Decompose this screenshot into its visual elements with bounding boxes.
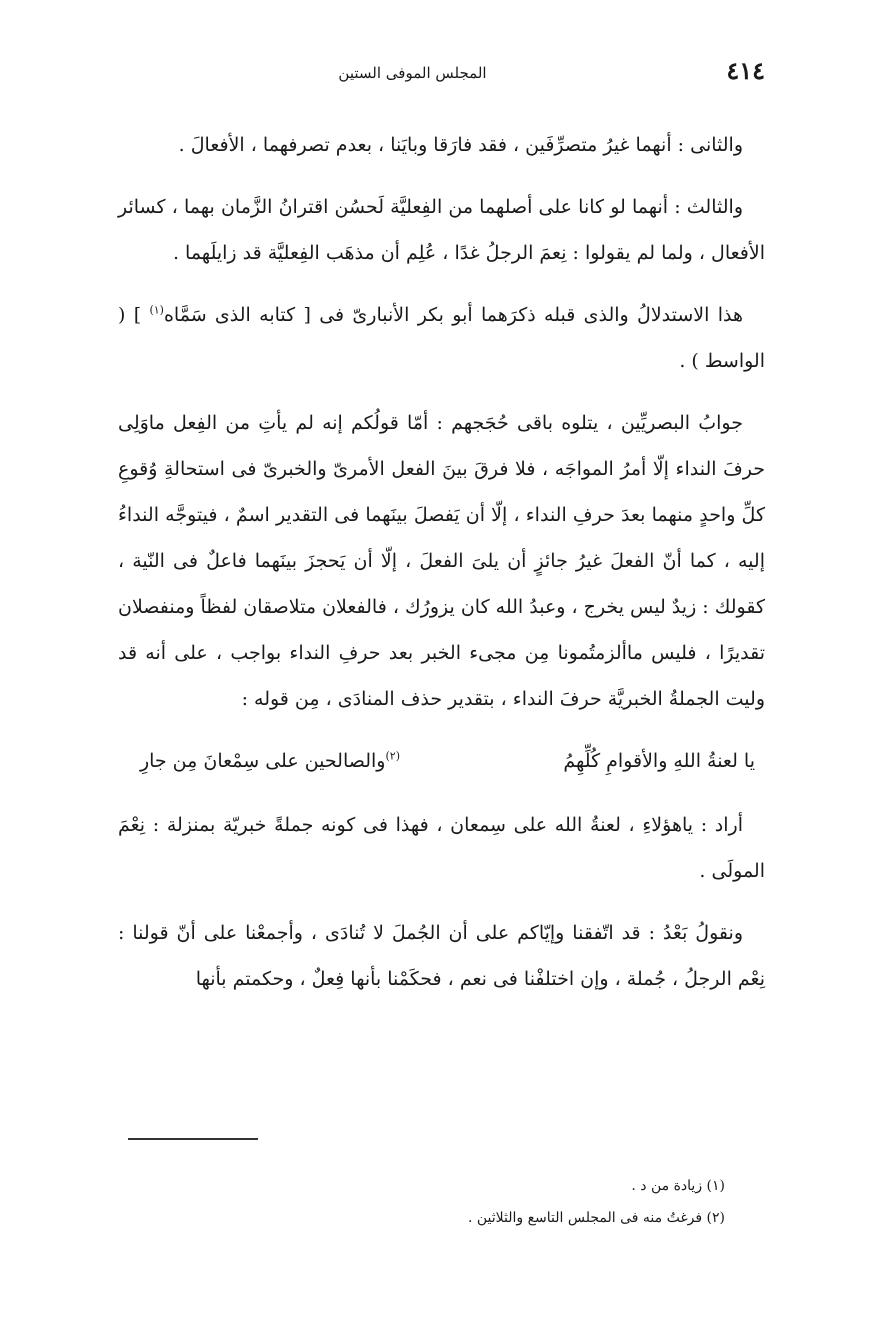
- paragraph: والثانى : أنهما غيرُ متصرِّفَين ، فقد فارَقا وبايَنا ، بعدم تصرفهما ، الأفعالَ .: [178, 134, 743, 156]
- verse-hemistich-second: [140, 738, 400, 784]
- footnote: (٢) فرغتُ منه فى المجلس التاسع والثلاثين .: [467, 1210, 725, 1226]
- paragraph-text: هذا الاستدلالُ والذى قبله ذكرَهما أبو بكر الأنبارىّ فى [ كتابه الذى سَمَّاه: [163, 304, 743, 326]
- page-header: [60, 56, 765, 90]
- footnotes: [200, 1170, 725, 1234]
- running-title: المجلس الموفى الستين: [338, 64, 487, 82]
- page-number: ٤١٤: [726, 56, 765, 85]
- footnote-reference: (١): [149, 303, 164, 317]
- paragraph-text: ] ( الواسط ) .: [118, 304, 765, 372]
- paragraph: جوابُ البصريِّين ، يتلوه باقى حُجَجهم : أمّا قولُكم إنه لم يأتِ من الفِعل ماوَلِى حرفَ النداء إلّا أمرُ المواجَه ، فلا فرقَ بينَ الفعل الأمرىّ والخبرىّ فى استحالةِ وُقوعِ كلِّ واحدٍ منهما بعدَ حرفِ النداء ، إلّا أن يَفصلَ بينَهما فى التقدير اسمٌ ، فيتوجَّه النداءُ إليه ، كما أنّ الفعلَ غيرُ جائزٍ أن يلىَ الفعلَ ، إلّا أن يَحجزَ بينَهما فاعلٌ فى النّية ، كقولك : زيدٌ ليس يخرج ، وعبدُ الله كان يزورُك ، فالفعلان متلاصقان لفظاً ومنفصلان تقديرًا ، فليس ماألزمتُمونا مِن مجىء الخبر بعد حرفِ النداء بواجب ، على أنه قد وليت الجملةُ الخبريَّة حرفَ النداء ، بتقدير حذف المنادَى ، مِن قوله :: [117, 412, 765, 710]
- main-text: [118, 122, 765, 1018]
- verse-hemistich-first: يا لعنةُ اللهِ والأقوامِ كُلِّهِمُ: [563, 750, 755, 772]
- poetry-verse: [118, 738, 765, 784]
- verse-hemistich-text: والصالحين على سِمْعانَ مِن جارِ: [139, 750, 386, 772]
- footnote: (١) زيادة من د .: [631, 1178, 725, 1194]
- paragraph: أراد : ياهؤلاءِ ، لعنةُ الله على سِمعان ، فهذا فى كونه جملةً خبريّة بمنزلة : نِعْمَ المولَى .: [118, 814, 765, 882]
- paragraph: والثالث : أنهما لو كانا على أصلهما من الفِعليَّة لَحسُن اقترانُ الزَّمان بهما ، كسائر الأفعال ، ولما لم يقولوا : نِعمَ الرجلُ غدًا ، عُلِم أن مذهَب الفِعليَّة قد زايلَهما .: [118, 196, 765, 264]
- paragraph: ونقولُ بَعْدُ : قد اتّفقنا وإيّاكم على أن الجُملَ لا تُنادَى ، وأجمعْنا على أنّ قولنا : نِعْم الرجلُ ، جُملة ، وإن اختلفْنا فى نعم ، فحكَمْنا بأنها فِعلٌ ، وحكمتم بأنها: [118, 922, 765, 990]
- footnote-reference: (٢): [385, 749, 400, 763]
- footnote-divider: [128, 1138, 258, 1140]
- paragraph: [118, 292, 765, 384]
